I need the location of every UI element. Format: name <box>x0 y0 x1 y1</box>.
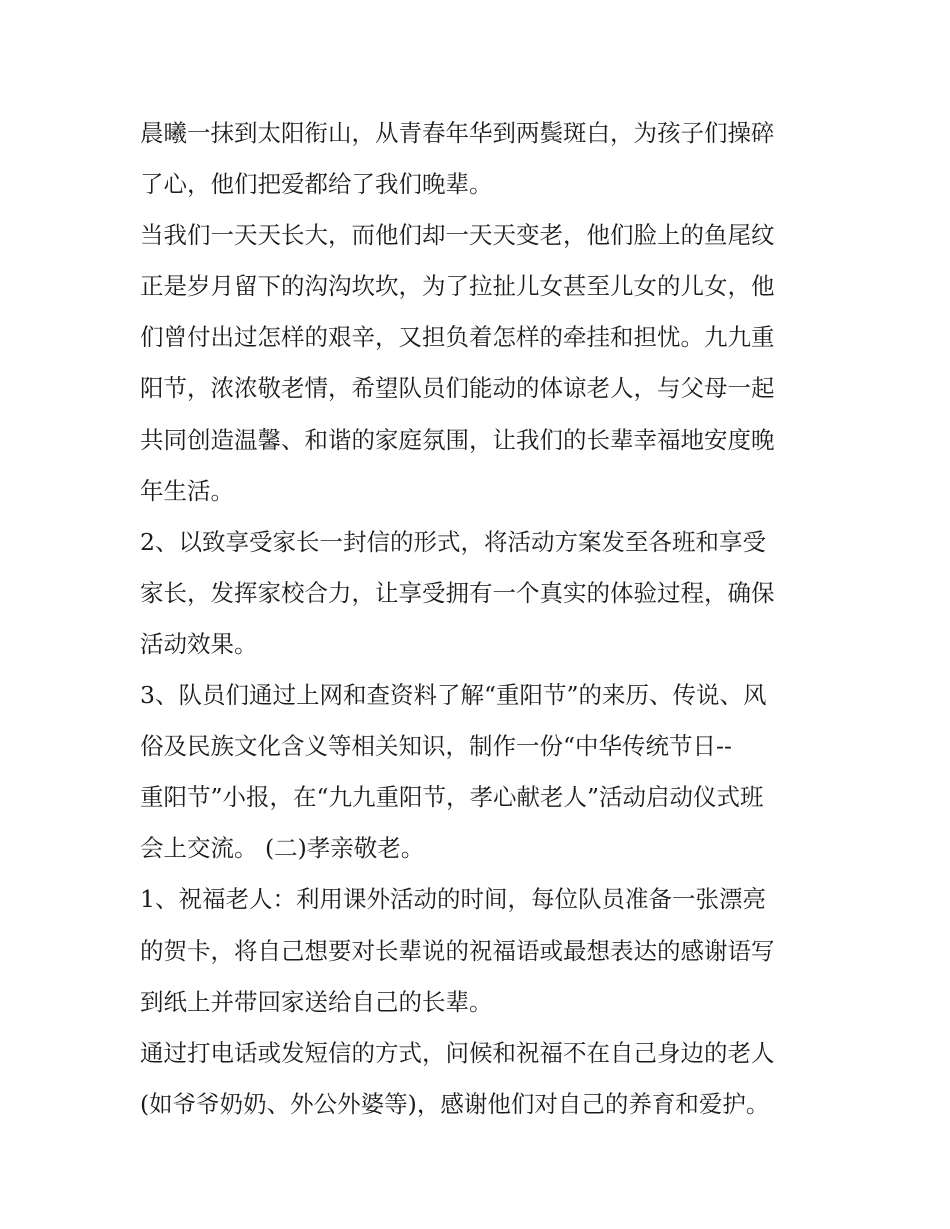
text-line: 俗及民族文化含义等相关知识，制作一份“中华传统节日-- <box>140 732 732 761</box>
text-line: 们曾付出过怎样的艰辛，又担负着怎样的牵挂和担忧。九九重 <box>140 323 775 352</box>
text-line: 阳节，浓浓敬老情，希望队员们能动的体谅老人，与父母一起 <box>140 374 775 403</box>
text-line: 正是岁月留下的沟沟坎坎，为了拉扯儿女甚至儿女的儿女，他 <box>140 272 775 301</box>
text-line: 3、队员们通过上网和查资料了解“重阳节”的来历、传说、风 <box>140 681 767 710</box>
text-line: 1、祝福老人：利用课外活动的时间，每位队员准备一张漂亮 <box>140 885 766 914</box>
text-line: 了心，他们把爱都给了我们晚辈。 <box>140 170 493 199</box>
text-line: 重阳节”小报，在“九九重阳节，孝心献老人”活动启动仪式班 <box>140 783 764 812</box>
text-line: 晨曦一抹到太阳衔山，从青春年华到两鬓斑白，为孩子们操碎 <box>140 119 775 147</box>
text-line: 活动效果。 <box>140 629 258 658</box>
text-line: 当我们一天天长大，而他们却一天天变老，他们脸上的鱼尾纹 <box>140 221 775 250</box>
document-body <box>140 108 820 1130</box>
text-line: 的贺卡，将自己想要对长辈说的祝福语或最想表达的感谢语写 <box>140 936 775 965</box>
text-line: 通过打电话或发短信的方式，问候和祝福不在自己身边的老人 <box>140 1038 775 1067</box>
text-line: 家长，发挥家校合力，让享受拥有一个真实的体验过程，确保 <box>140 578 775 607</box>
text-line: 年生活。 <box>140 476 234 505</box>
text-line: 共同创造温馨、和谐的家庭氛围，让我们的长辈幸福地安度晚 <box>140 425 775 454</box>
text-line: 会上交流。 (二)孝亲敬老。 <box>140 834 425 863</box>
text-line: (如爷爷奶奶、外公外婆等)，感谢他们对自己的养育和爱护。 <box>140 1089 770 1118</box>
text-line: 到纸上并带回家送给自己的长辈。 <box>140 987 493 1016</box>
text-line: 2、以致享受家长一封信的形式，将活动方案发至各班和享受 <box>140 527 766 556</box>
